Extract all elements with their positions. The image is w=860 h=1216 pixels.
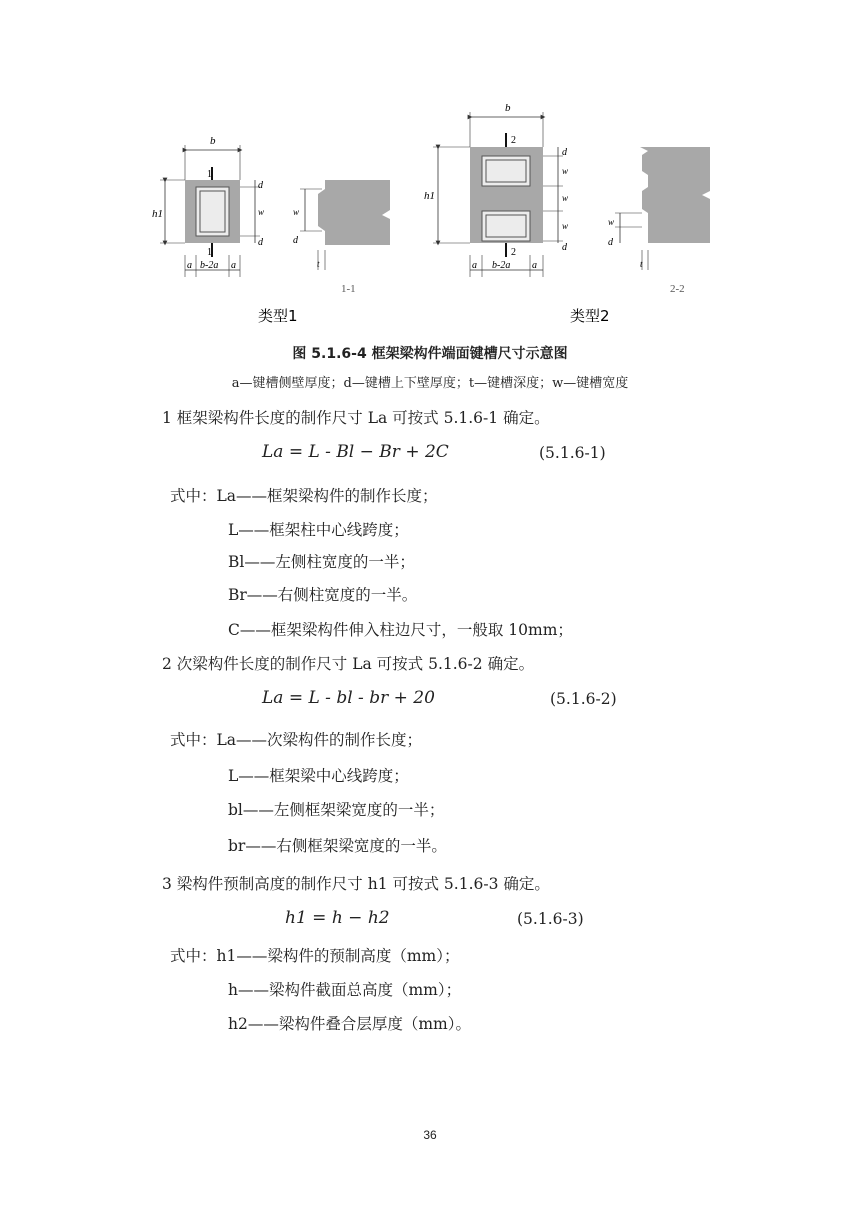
figure-note: a—键槽侧壁厚度；d—键槽上下壁厚度；t—键槽深度；w—键槽宽度 bbox=[231, 376, 629, 391]
label-w-type1: w bbox=[258, 207, 265, 217]
cut-label-1-bottom: 1 bbox=[207, 247, 212, 258]
def-3-h: h——梁构件截面总高度（mm）； bbox=[228, 981, 462, 999]
section-label-1-1: 1-1 bbox=[341, 283, 356, 295]
label-t-section2: t bbox=[640, 259, 643, 269]
section-label-2-2: 2-2 bbox=[670, 283, 685, 295]
label-w-type2-2: w bbox=[562, 193, 569, 203]
where-2: 式中：La——次梁构件的制作长度； bbox=[170, 731, 423, 749]
label-d-section2: d bbox=[608, 237, 613, 248]
where-1: 式中：La——框架梁构件的制作长度； bbox=[170, 487, 438, 505]
type2-caption: 类型2 bbox=[570, 307, 610, 325]
equation-1-number: (5.1.6-1) bbox=[539, 444, 606, 462]
label-w-type2-1: w bbox=[562, 166, 569, 176]
def-1-Br: Br——右侧柱宽度的一半。 bbox=[228, 586, 418, 604]
label-b2a-type2: b-2a bbox=[492, 260, 511, 271]
label-b-type1: b bbox=[210, 135, 216, 147]
cut-label-2-top: 2 bbox=[511, 135, 516, 146]
cut-label-1-top: 1 bbox=[207, 169, 212, 180]
where-3: 式中：h1——梁构件的预制高度（mm）； bbox=[170, 947, 460, 965]
equation-2: La = L - bl - br + 20 bbox=[262, 688, 435, 708]
item-3: 3 梁构件预制高度的制作尺寸 h1 可按式 5.1.6-3 确定。 bbox=[162, 875, 550, 893]
type1-caption: 类型1 bbox=[258, 307, 298, 325]
def-2-bl: bl——左侧框架梁宽度的一半； bbox=[228, 801, 445, 819]
label-h1-type2: h1 bbox=[424, 190, 435, 202]
figure-title: 图 5.1.6-4 框架梁构件端面键槽尺寸示意图 bbox=[292, 346, 568, 362]
cut-label-2-bottom: 2 bbox=[511, 247, 516, 258]
page-number: 36 bbox=[423, 1128, 437, 1142]
def-3-h2: h2——梁构件叠合层厚度（mm）。 bbox=[228, 1015, 471, 1033]
label-d-section1: d bbox=[293, 235, 298, 246]
label-w-type2-3: w bbox=[562, 221, 569, 231]
label-h1-type1: h1 bbox=[152, 208, 163, 220]
def-2-br: br——右侧框架梁宽度的一半。 bbox=[228, 837, 447, 855]
label-d-type1-bottom: d bbox=[258, 237, 263, 248]
item-1: 1 框架梁构件长度的制作尺寸 La 可按式 5.1.6-1 确定。 bbox=[162, 409, 550, 427]
label-w-section2: w bbox=[608, 217, 615, 227]
def-1-C: C——框架梁构件伸入柱边尺寸，一般取 10mm； bbox=[228, 621, 573, 639]
label-a-type2-right: a bbox=[532, 260, 537, 271]
label-b2a-type1: b-2a bbox=[200, 260, 219, 271]
label-d-type1-top: d bbox=[258, 180, 263, 191]
type2-section bbox=[424, 102, 568, 277]
label-a-type1-right: a bbox=[231, 260, 236, 271]
equation-2-number: (5.1.6-2) bbox=[550, 690, 617, 708]
type1-section bbox=[152, 135, 264, 277]
section-2-2 bbox=[608, 147, 710, 295]
keyway-diagram bbox=[130, 95, 730, 335]
label-w-section1: w bbox=[293, 207, 300, 217]
equation-1: La = L - Bl − Br + 2C bbox=[262, 442, 449, 462]
label-a-type1-left: a bbox=[187, 260, 192, 271]
equation-3: h1 = h − h2 bbox=[285, 908, 390, 928]
def-1-L: L——框架柱中心线跨度； bbox=[228, 521, 409, 539]
label-t-section1: t bbox=[317, 259, 320, 269]
equation-3-number: (5.1.6-3) bbox=[517, 910, 584, 928]
def-1-Bl: Bl——左侧柱宽度的一半； bbox=[228, 553, 415, 571]
def-2-L: L——框架梁中心线跨度； bbox=[228, 767, 409, 785]
label-a-type2-left: a bbox=[472, 260, 477, 271]
label-d-type2-2: d bbox=[562, 242, 567, 253]
label-d-type2-1: d bbox=[562, 147, 567, 158]
item-2: 2 次梁构件长度的制作尺寸 La 可按式 5.1.6-2 确定。 bbox=[162, 655, 535, 673]
label-b-type2: b bbox=[505, 102, 511, 114]
section-1-1 bbox=[293, 180, 390, 295]
